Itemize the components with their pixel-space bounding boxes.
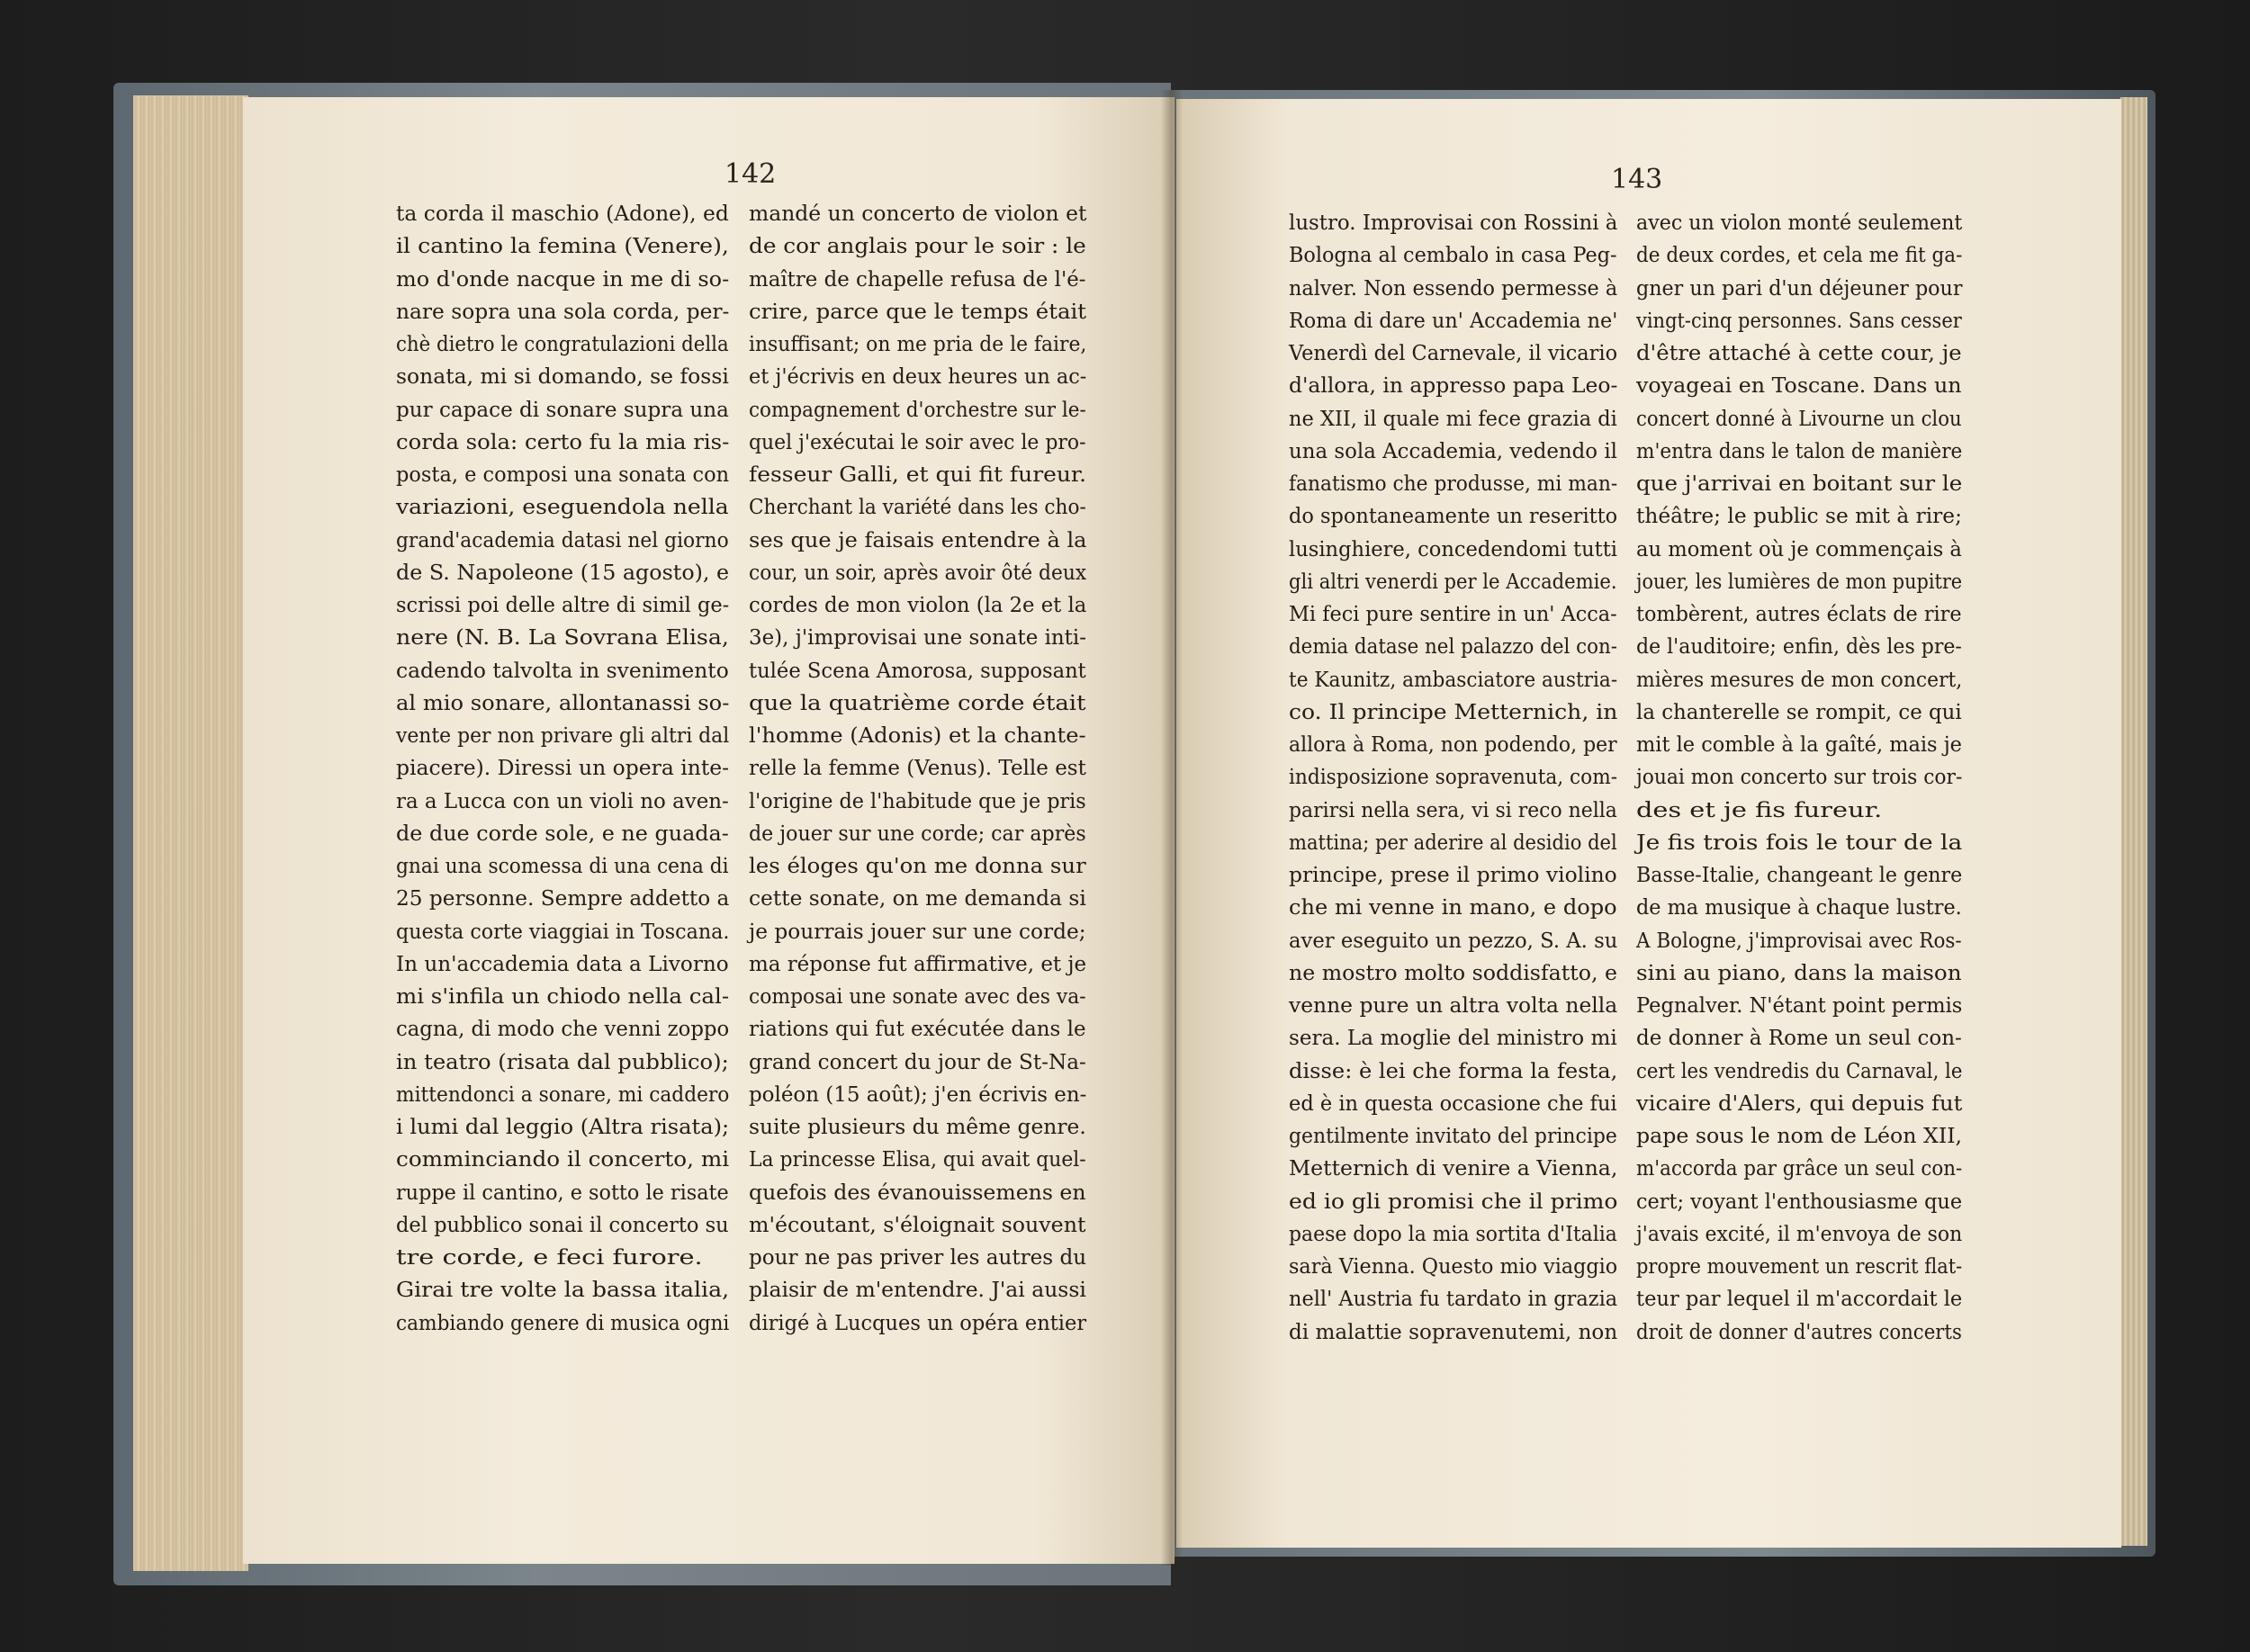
text-line: sarà Vienna. Questo mio viaggio xyxy=(1289,1255,1618,1279)
text-line: voyageai en Toscane. Dans un xyxy=(1636,374,1962,399)
text-line: La princesse Elisa, qui avait quel- xyxy=(749,1148,1086,1172)
right-page-column-1 xyxy=(1289,207,1648,1349)
text-line: In un'accademia data a Livorno xyxy=(396,952,729,976)
text-line: cagna, di modo che venni zoppo xyxy=(396,1018,730,1042)
text-line: de S. Napoleone (15 agosto), e xyxy=(396,561,730,585)
text-line: pour ne pas priver les autres du xyxy=(749,1246,1087,1270)
text-line: Mi feci pure sentire in un' Acca- xyxy=(1289,603,1617,626)
text-line: il cantino la femina (Venere), xyxy=(396,235,729,259)
text-line: cadendo talvolta in svenimento xyxy=(396,659,729,683)
text-line: co. Il principe Metternich, in xyxy=(1289,700,1618,724)
text-line: j'avais excité, il m'envoya de son xyxy=(1636,1222,1963,1246)
page-number-right: 143 xyxy=(1611,164,1663,195)
text-line: aver eseguito un pezzo, S. A. su xyxy=(1289,929,1618,953)
text-line: gentilmente invitato del principe xyxy=(1289,1125,1617,1148)
text-line: jouer, les lumières de mon pupitre xyxy=(1636,570,1963,594)
text-line: que j'arrivai en boitant sur le xyxy=(1636,472,1963,496)
text-line: théâtre; le public se mit à rire; xyxy=(1636,505,1962,529)
text-line: ne mostro molto soddisfatto, e xyxy=(1289,961,1618,985)
text-line: riations qui fut exécutée dans le xyxy=(749,1018,1086,1042)
text-line: l'origine de l'habitude que je pris xyxy=(749,789,1086,813)
text-line: ta corda il maschio (Adone), ed xyxy=(396,202,729,226)
text-line: crire, parce que le temps était xyxy=(749,300,1087,324)
text-line: ruppe il cantino, e sotto le risate xyxy=(396,1181,729,1205)
text-line: m'entra dans le talon de manière xyxy=(1636,439,1963,463)
text-line: Girai tre volte la bassa italia, xyxy=(396,1279,730,1303)
text-line: ses que je faisais entendre à la xyxy=(749,528,1087,552)
text-line: plaisir de m'entendre. J'ai aussi xyxy=(749,1279,1086,1303)
text-line: cour, un soir, après avoir ôté deux xyxy=(749,561,1087,585)
text-line: ra a Lucca con un violi no aven- xyxy=(396,789,729,813)
left-page-column-2 xyxy=(749,198,1110,1340)
text-line: composai une sonate avec des va- xyxy=(749,985,1086,1009)
text-line: tombèrent, autres éclats de rire xyxy=(1636,603,1962,626)
text-line: una sola Accademia, vedendo il xyxy=(1289,439,1617,463)
text-line: Roma di dare un' Accademia ne' xyxy=(1289,309,1618,333)
text-line: insuffisant; on me pria de le faire, xyxy=(749,333,1087,356)
text-line: in teatro (risata dal pubblico); xyxy=(396,1050,729,1074)
text-line: tulée Scena Amorosa, supposant xyxy=(749,659,1086,683)
text-line: paese dopo la mia sortita d'Italia xyxy=(1289,1222,1617,1246)
left-page-column-1 xyxy=(396,198,756,1340)
text-line: disse: è lei che forma la festa, xyxy=(1289,1059,1618,1083)
text-line: nere (N. B. La Sovrana Elisa, xyxy=(396,626,729,651)
text-line: do spontaneamente un reseritto xyxy=(1289,505,1618,529)
text-line: ma réponse fut affirmative, et je xyxy=(749,952,1087,976)
text-line: de ma musique à chaque lustre. xyxy=(1636,896,1962,920)
text-line: des et je fis fureur. xyxy=(1636,798,1883,822)
text-line: 25 personne. Sempre addetto a xyxy=(396,887,730,911)
text-line: indisposizione sopravenuta, com- xyxy=(1289,766,1618,790)
text-line: corda sola: certo fu la mia ris- xyxy=(396,430,730,454)
text-line: mattina; per aderire al desidio del xyxy=(1289,830,1617,855)
text-line: de donner à Rome un seul con- xyxy=(1636,1027,1962,1051)
text-line: demia datase nel palazzo del con- xyxy=(1289,635,1617,660)
text-line: cambiando genere di musica ogni xyxy=(396,1311,730,1335)
text-line: dirigé à Lucques un opéra entier xyxy=(749,1311,1087,1335)
text-line: concert donné à Livourne un clou xyxy=(1636,407,1962,431)
text-line: Venerdì del Carnevale, il vicario xyxy=(1289,342,1618,365)
text-line: scrissi poi delle altre di simil ge- xyxy=(396,594,730,617)
text-line: sini au piano, dans la maison xyxy=(1636,961,1962,985)
text-line: pur capace di sonare supra una xyxy=(396,398,729,422)
text-line: al mio sonare, allontanassi so- xyxy=(396,691,730,715)
text-line: 3e), j'improvisai une sonate inti- xyxy=(749,626,1086,651)
text-line: fesseur Galli, et qui fit fureur. xyxy=(749,463,1087,487)
text-line: mi s'infila un chiodo nella cal- xyxy=(396,985,730,1009)
text-line: fanatismo che produsse, mi man- xyxy=(1289,472,1618,496)
text-line: suite plusieurs du même genre. xyxy=(749,1116,1086,1139)
text-line: del pubblico sonai il concerto su xyxy=(396,1213,729,1237)
text-line: che mi venne in mano, e dopo xyxy=(1289,896,1617,920)
text-line: sera. La moglie del ministro mi xyxy=(1289,1027,1617,1051)
text-line: Pegnalver. N'étant point permis xyxy=(1636,994,1963,1018)
text-line: m'écoutant, s'éloignait souvent xyxy=(749,1213,1086,1237)
text-line: mit le comble à la gaîté, mais je xyxy=(1636,733,1962,757)
text-line: gli altri venerdi per le Accademie. xyxy=(1289,570,1617,594)
text-line: relle la femme (Venus). Telle est xyxy=(749,757,1086,781)
book-gutter xyxy=(1161,90,1183,1566)
page-edges-left xyxy=(133,95,248,1571)
text-line: gnai una scomessa di una cena di xyxy=(396,855,729,878)
text-line: allora à Roma, non podendo, per xyxy=(1289,733,1617,757)
text-line: variazioni, eseguendola nella xyxy=(396,496,729,520)
text-line: nare sopra una sola corda, per- xyxy=(396,300,730,324)
text-line: maître de chapelle refusa de l'é- xyxy=(749,267,1086,292)
text-line: te Kaunitz, ambasciatore austria- xyxy=(1289,668,1618,692)
text-line: de deux cordes, et cela me fit ga- xyxy=(1636,244,1963,268)
text-line: je pourrais jouer sur une corde; xyxy=(749,920,1086,944)
text-line: chè dietro le congratulazioni della xyxy=(396,333,729,356)
text-line: venne pure un altra volta nella xyxy=(1289,994,1618,1018)
text-line: mières mesures de mon concert, xyxy=(1636,668,1963,692)
text-line: avec un violon monté seulement xyxy=(1636,211,1963,235)
text-line: parirsi nella sera, vi si reco nella xyxy=(1289,798,1617,822)
text-line: vingt-cinq personnes. Sans cesser xyxy=(1636,309,1962,333)
text-line: que la quatrième corde était xyxy=(749,691,1086,715)
text-line: m'accorda par grâce un seul con- xyxy=(1636,1157,1963,1181)
text-line: mandé un concerto de violon et xyxy=(749,202,1087,226)
text-line: pape sous le nom de Léon XII, xyxy=(1636,1125,1963,1148)
text-line: la chanterelle se rompit, ce qui xyxy=(1636,700,1962,724)
text-line: cert; voyant l'enthousiasme que xyxy=(1636,1190,1963,1214)
text-line: quel j'exécutai le soir avec le pro- xyxy=(749,430,1086,454)
right-page-column-2 xyxy=(1636,207,1996,1349)
text-line: les éloges qu'on me donna sur xyxy=(749,855,1086,878)
text-line: posta, e composi una sonata con xyxy=(396,463,730,487)
text-line: gner un pari d'un déjeuner pour xyxy=(1636,276,1963,301)
text-line: cette sonate, on me demanda si xyxy=(749,887,1086,911)
text-line: nalver. Non essendo permesse à xyxy=(1289,276,1618,301)
text-line: compagnement d'orchestre sur le- xyxy=(749,398,1086,422)
text-line: ne XII, il quale mi fece grazia di xyxy=(1289,407,1617,431)
page-edges-right xyxy=(2120,97,2147,1546)
text-line: mittendonci a sonare, mi caddero xyxy=(396,1082,730,1107)
text-line: cert les vendredis du Carnaval, le xyxy=(1636,1059,1963,1083)
text-line: questa corte viaggiai in Toscana. xyxy=(396,920,730,944)
text-line: sonata, mi si domando, se fossi xyxy=(396,365,729,390)
text-line: de due corde sole, e ne guada- xyxy=(396,822,729,846)
text-line: quefois des évanouissemens en xyxy=(749,1181,1086,1205)
text-line: i lumi dal leggio (Altra risata); xyxy=(396,1116,730,1139)
page-number-left: 142 xyxy=(724,158,777,190)
text-line: et j'écrivis en deux heures un ac- xyxy=(749,365,1087,390)
text-line: teur par lequel il m'accordait le xyxy=(1636,1288,1963,1312)
text-line: jouai mon concerto sur trois cor- xyxy=(1636,766,1963,790)
text-line: tre corde, e feci furore. xyxy=(396,1246,703,1270)
text-line: Basse-Italie, changeant le genre xyxy=(1636,864,1963,887)
text-line: vicaire d'Alers, qui depuis fut xyxy=(1636,1091,1963,1116)
text-line: au moment où je commençais à xyxy=(1636,537,1962,561)
text-line: comminciando il concerto, mi xyxy=(396,1148,730,1172)
text-line: Metternich di venire a Vienna, xyxy=(1289,1157,1618,1181)
text-line: mo d'onde nacque in me di so- xyxy=(396,267,730,292)
text-line: Cherchant la variété dans les cho- xyxy=(749,496,1086,520)
text-line: de l'auditoire; enfin, dès les pre- xyxy=(1636,635,1962,660)
text-line: grand'academia datasi nel giorno xyxy=(396,528,729,552)
text-line: grand concert du jour de St-Na- xyxy=(749,1050,1086,1074)
text-line: de cor anglais pour le soir : le xyxy=(749,235,1086,259)
text-line: Bologna al cembalo in casa Peg- xyxy=(1289,244,1617,268)
text-line: l'homme (Adonis) et la chante- xyxy=(749,724,1086,748)
text-line: di malattie sopravenutemi, non xyxy=(1289,1320,1618,1344)
text-line: propre mouvement un rescrit flat- xyxy=(1636,1255,1963,1279)
text-line: poléon (15 août); j'en écrivis en- xyxy=(749,1082,1087,1107)
text-line: ed io gli promisi che il primo xyxy=(1289,1190,1618,1214)
text-line: droit de donner d'autres concerts xyxy=(1636,1320,1962,1344)
text-line: vente per non privare gli altri dal xyxy=(396,724,730,748)
text-line: cordes de mon violon (la 2e et la xyxy=(749,594,1087,617)
text-line: lusinghiere, concedendomi tutti xyxy=(1289,537,1617,561)
text-line: de jouer sur une corde; car après xyxy=(749,822,1086,846)
text-line: piacere). Diressi un opera inte- xyxy=(396,757,730,781)
text-line: d'être attaché à cette cour, je xyxy=(1636,342,1962,365)
text-line: nell' Austria fu tardato in grazia xyxy=(1289,1288,1618,1312)
text-line: principe, prese il primo violino xyxy=(1289,864,1617,887)
text-line: Je fis trois fois le tour de la xyxy=(1636,830,1963,855)
text-line: ed è in questa occasione che fui xyxy=(1289,1091,1617,1116)
text-line: lustro. Improvisai con Rossini à xyxy=(1289,211,1618,235)
text-line: A Bologne, j'improvisai avec Ros- xyxy=(1636,929,1962,953)
text-line: d'allora, in appresso papa Leo- xyxy=(1289,374,1618,399)
